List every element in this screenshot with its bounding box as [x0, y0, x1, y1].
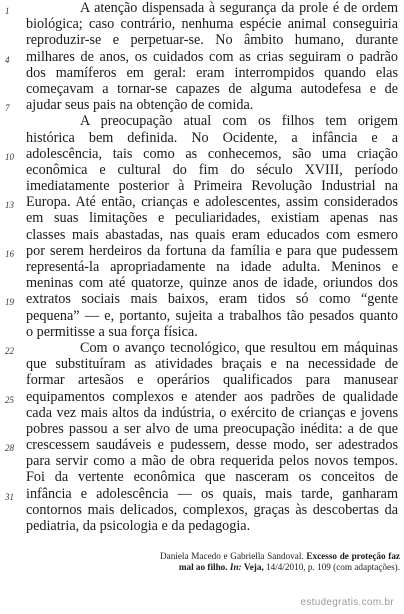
- line-text: por serem herdeiros da fortuna da família e para que pudessem: [26, 242, 398, 259]
- line-number: 1: [5, 6, 10, 16]
- line-text: econômica e cultural do fim do século XVIII, período: [26, 161, 398, 178]
- source-title: Excesso de proteção faz mal ao filho.: [178, 551, 401, 572]
- line-number: 10: [5, 151, 14, 162]
- text-line: [5, 48, 398, 65]
- line-text: cada vez mais altos da indústria, o exército de crianças e jovens: [26, 404, 398, 421]
- text-line: [26, 308, 398, 324]
- line-text: milhares de anos, os cuidados com as crias seguiram o padrão: [26, 48, 398, 65]
- article-body: [5, 0, 398, 534]
- line-text: que substituíram as atividades braçais e na necessidade de: [26, 356, 398, 373]
- source-authors: Daniela Macedo e Gabriella Sandoval.: [160, 551, 304, 561]
- text-line: [26, 356, 398, 372]
- line-number: 25: [5, 394, 14, 405]
- line-text: começavam a tornar-se capazes de alguma autodefesa e de: [26, 80, 398, 97]
- line-text: formar artesãos e operários qualificados para manusear: [26, 372, 398, 389]
- text-line: [26, 178, 398, 194]
- line-number: 22: [5, 345, 14, 356]
- line-text: histórica bem definida. No Ocidente, a infância e a: [26, 129, 398, 146]
- line-text: ajudar seus pais na obtenção de comida.: [26, 97, 254, 114]
- line-text: infância e adolescência — os quais, mais tarde, ganharam: [26, 485, 398, 502]
- line-text: em suas limitações e peculiaridades, existiam apenas nas: [26, 210, 398, 227]
- line-text: Com o avanço tecnológico, que resultou em máquinas: [80, 339, 398, 356]
- site-watermark: estudegratis.com.br: [300, 597, 394, 608]
- text-line: [5, 0, 398, 16]
- text-line: [5, 485, 398, 502]
- line-text: dos mamíferos em geral: eram interrompidos quando elas: [26, 64, 398, 81]
- line-number: 7: [5, 103, 10, 114]
- line-text: meninas com até quatorze, quinze anos de idade, oriundos dos: [26, 275, 398, 292]
- line-text: reproduzir-se e perpetuar-se. No âmbito humano, durante: [26, 32, 398, 49]
- text-line: [5, 97, 398, 114]
- line-text: pequena” — e, portanto, sujeita a trabalhos tão pesados quanto: [26, 307, 398, 324]
- text-line: [26, 405, 398, 421]
- text-line: [26, 469, 398, 485]
- text-line: [5, 242, 398, 259]
- text-line: [26, 502, 398, 518]
- line-number: 4: [5, 54, 10, 65]
- text-line: [5, 388, 398, 405]
- line-text: equipamentos complexos e atender aos padrões de qualidade: [26, 388, 398, 405]
- line-text: Europa. Até então, crianças e adolescentes, assim considerados: [26, 194, 398, 211]
- text-line: [26, 81, 398, 97]
- text-line: [5, 339, 398, 356]
- source-citation: [160, 551, 400, 573]
- line-text: imediatamente posterior à Primeira Revolução Industrial na: [26, 178, 398, 195]
- line-number: 31: [5, 491, 14, 502]
- line-text: Foi da vertente econômica que nasceram os conceitos de: [26, 469, 398, 486]
- text-line: [26, 259, 398, 275]
- source-publication: Veja,: [243, 562, 264, 572]
- line-text: para servir como a mão de obra requerida pelos novos tempos.: [26, 453, 398, 470]
- line-text: extratos sociais mais baixos, eram tidos só como “gente: [26, 291, 398, 308]
- text-line: [26, 16, 398, 32]
- text-line: [5, 291, 398, 308]
- text-line: [26, 421, 398, 437]
- text-line: [26, 130, 398, 146]
- text-line: [26, 372, 398, 388]
- text-line: [26, 113, 398, 129]
- line-number: 28: [5, 443, 14, 454]
- line-text: contornos mais delicados, complexos, graças às descobertas da: [26, 501, 398, 518]
- line-text: biológica; caso contrário, nenhuma espécie animal conseguiria: [26, 16, 398, 33]
- line-number: 19: [5, 297, 14, 308]
- source-in-label: In:: [229, 562, 242, 572]
- text-line: [26, 32, 398, 48]
- line-text: crescessem saudáveis e pudessem, desse modo, ser adestrados: [26, 437, 398, 454]
- text-line: [5, 145, 398, 162]
- line-text: A preocupação atual com os filhos tem origem: [80, 113, 398, 130]
- text-line: [26, 275, 398, 291]
- line-text: o permitisse a sua força física.: [26, 323, 198, 340]
- source-details: 14/4/2010, p. 109 (com adaptações).: [266, 562, 400, 572]
- text-line: [26, 65, 398, 81]
- line-text: A atenção dispensada à segurança da prole é de ordem: [80, 0, 398, 16]
- text-line: [26, 162, 398, 178]
- line-text: classes mais abastadas, nas quais eram educados com esmero: [26, 226, 398, 243]
- text-line: [26, 210, 398, 226]
- line-text: representá-la apropriadamente na idade adulta. Meninos e: [26, 259, 398, 275]
- text-line: [5, 194, 398, 211]
- text-line: [26, 227, 398, 243]
- text-line: [26, 453, 398, 469]
- line-number: 13: [5, 200, 14, 211]
- line-text: pediatria, da psicologia e da pedagogia.: [26, 518, 251, 534]
- text-line: [26, 518, 398, 534]
- line-number: 16: [5, 248, 14, 259]
- text-line: [5, 437, 398, 454]
- line-text: pobres passou a ser alvo de uma preocupação inédita: a de que: [26, 420, 398, 437]
- line-text: adolescência, tais como as conhecemos, são uma criação: [26, 145, 398, 162]
- text-line: [26, 324, 398, 340]
